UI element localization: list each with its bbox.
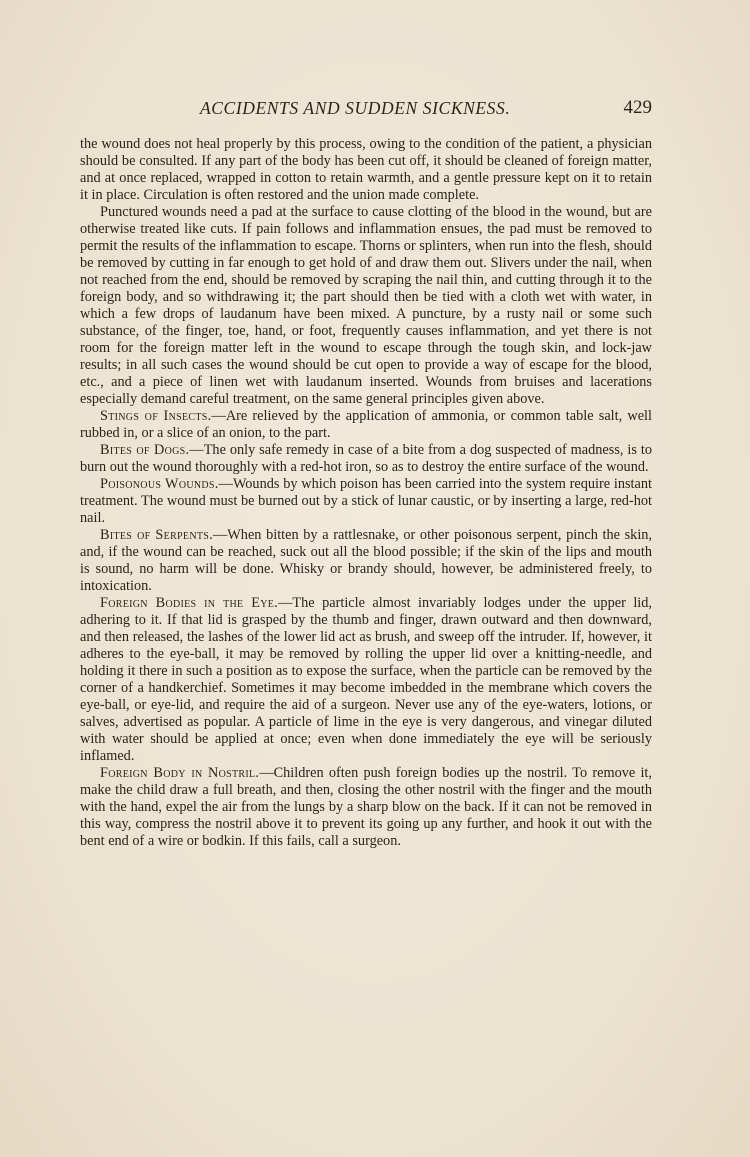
page-body bbox=[80, 136, 652, 850]
section-heading: Foreign Body in Nostril. bbox=[100, 765, 260, 781]
paragraph bbox=[80, 527, 652, 595]
running-title: ACCIDENTS AND SUDDEN SICKNESS. bbox=[200, 98, 511, 118]
paragraph bbox=[80, 476, 652, 527]
paragraph bbox=[80, 136, 652, 204]
page-header bbox=[80, 98, 652, 122]
paragraph-text: —When bitten by a rattlesnake, or other poisonous serpent, pinch the skin, and, if the wound can be reached, suck out all the blood possible; if the skin of the lips and mouth is sound, no harm will be done. Whisky or brandy should, however, be administered freely, to intoxication. bbox=[80, 527, 653, 594]
paragraph bbox=[80, 442, 652, 476]
paragraph-text: —The particle almost invariably lodges under the upper lid, adhering to it. If that lid is grasped by the thumb and finger, drawn outward and then downward, and then released, the lashes of the lower lid act as brush, and sweep off the intruder. If, however, it adheres to the eye-ball, it may be removed by rolling the upper lid over a knitting-needle, and holding it there in such a position as to expose the surface, when the particle can be removed by the corner of a handkerchief. Sometimes it may become imbedded in the membrane which covers the eye-ball, or eye-lid, and require the aid of a surgeon. Never use any of the eye-waters, lotions, or salves, advertised as popular. A particle of lime in the eye is very dangerous, and vinegar diluted with water should be applied at once; even when done immediately the eye will be seriously inflamed. bbox=[80, 595, 652, 764]
section-heading: Stings of Insects. bbox=[100, 408, 212, 424]
paragraph bbox=[80, 408, 652, 442]
section-heading: Bites of Serpents. bbox=[100, 527, 213, 543]
paragraph bbox=[80, 204, 652, 408]
section-heading: Bites of Dogs. bbox=[100, 442, 190, 458]
section-heading: Poisonous Wounds. bbox=[100, 476, 219, 492]
paragraph-text: —Wounds by which poison has been carried into the system require instant treatment. The wound must be burned out by a stick of lunar caustic, or by inserting a large, red-hot nail. bbox=[80, 476, 652, 526]
paragraph-text: —Children often push foreign bodies up the nostril. To remove it, make the child draw a full breath, and then, closing the other nostril with the finger and the mouth with the hand, expel the air from the lungs by a sharp blow on the back. If it can not be removed in this way, compress the nostril above it to prevent its going up any further, and hook it out with the bent end of a wire or bodkin. If this fails, call a surgeon. bbox=[80, 765, 652, 849]
paragraph-text: the wound does not heal properly by this process, owing to the condition of the patient, a physician should be consulted. If any part of the body has been cut off, it should be cleaned of foreign matter, and at once replaced, wrapped in cotton to retain warmth, and a gentle pressure kept on it to retain it in place. Circulation is often restored and the union made complete. bbox=[80, 136, 652, 203]
paragraph bbox=[80, 595, 652, 765]
paragraph-text: —Are relieved by the application of ammonia, or common table salt, well rubbed in, or a slice of an onion, to the part. bbox=[80, 408, 652, 441]
section-heading: Foreign Bodies in the Eye. bbox=[100, 595, 279, 611]
page-number: 429 bbox=[623, 97, 652, 118]
paragraph-text: —The only safe remedy in case of a bite from a dog suspected of madness, is to burn out the wound thoroughly with a red-hot iron, so as to destroy the entire surface of the wound. bbox=[80, 442, 652, 475]
paragraph-text: Punctured wounds need a pad at the surface to cause clotting of the blood in the wound, but are otherwise treated like cuts. If pain follows and inflammation ensues, the pad must be removed to permit the results of the inflammation to escape. Thorns or splinters, when run into the flesh, should be removed by cutting in far enough to get hold of and draw them out. Slivers under the nail, when not reached from the end, should be removed by scraping the nail thin, and cutting through it to the foreign body, and so withdrawing it; the part should then be tied with a cloth wet with water, in which a few drops of laudanum have been mixed. A puncture, by a rusty nail or some such substance, of the finger, toe, hand, or foot, frequently causes inflammation, and yet there is not room for the foreign matter left in the wound to escape through the tough skin, and lock-jaw results; in all such cases the wound should be cut open to provide a way of escape for the blood, etc., and a piece of linen wet with laudanum inserted. Wounds from bruises and lacerations especially demand careful treatment, on the same general principles given above. bbox=[80, 204, 652, 407]
paragraph bbox=[80, 765, 652, 850]
